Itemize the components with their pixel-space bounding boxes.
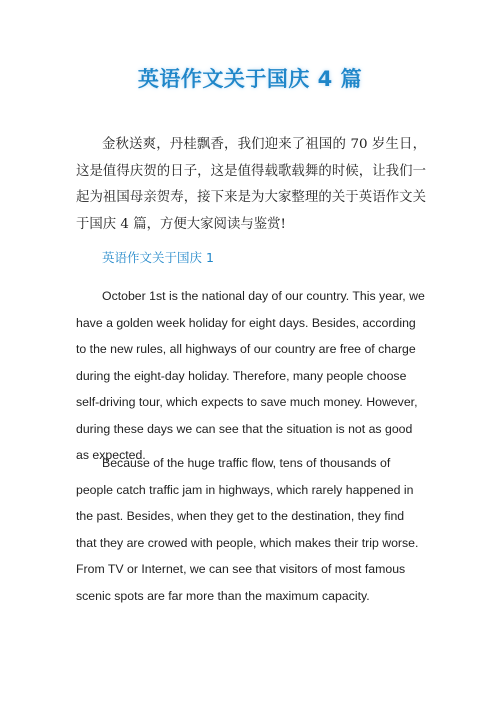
- document-title: 英语作文关于国庆 4 篇: [137, 67, 363, 91]
- body-paragraph-2: Because of the huge traffic flow, tens of thousands of people catch traffic jam in highways, which rarely happened in the past. Besides, when they get to the destination, they find that they are crowed with people, which makes their trip worse. From TV or Internet, we can see that visitors of most famous scenic spots are far more than the maximum capacity.: [76, 456, 419, 603]
- intro-paragraph: 金秋送爽，丹桂飘香，我们迎来了祖国的 70 岁生日，这是值得庆贺的日子，这是值得载歌载舞的时候，让我们一起为祖国母亲贺寿，接下来是为大家整理的关于英语作文关于国庆 4 篇，方便大家阅读与鉴赏!: [76, 137, 426, 232]
- section-heading: 英语作文关于国庆 1: [102, 250, 214, 265]
- body-paragraph-1: October 1st is the national day of our country. This year, we have a golden week holiday for eight days. Besides, according to the new rules, all highways of our country are free of charge during the eight-day holiday. Therefore, many people choose self-driving tour, which expects to save much money. However, during these days we can see that the situation is not as good as expected.: [76, 289, 425, 462]
